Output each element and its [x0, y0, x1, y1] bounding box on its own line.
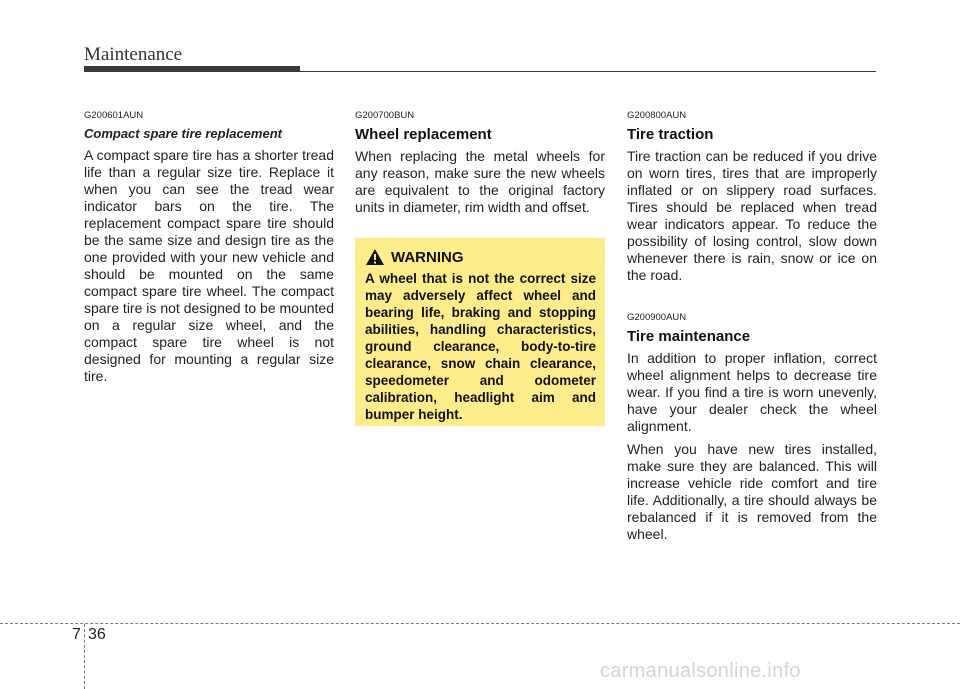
header-rule [300, 71, 876, 72]
paragraph: A compact spare tire has a shorter tread life than a regular size tire. Replace it when you can see the tread wear indicator bars on the tire. The replacement compact spare tire should be the same size and design tire as the one provided with your new vehicle and should be mounted on the same compact spare tire wheel. The compact spare tire is not designed to be mounted on a regular size wheel, and the compact spare tire wheel is not designed for mounting a regular size tire. [84, 147, 334, 384]
header-bar [84, 66, 300, 72]
warning-header [365, 248, 596, 266]
warning-box [355, 238, 605, 426]
column-wheel-replacement [355, 110, 605, 222]
section-heading: Wheel replacement [355, 126, 492, 143]
warning-triangle-icon [365, 248, 385, 266]
paragraph: When replacing the metal wheels for any reason, make sure the new wheels are equivalent to the original factory units in diameter, rim width and offset. [355, 148, 605, 215]
section-heading: Tire maintenance [627, 328, 751, 345]
section-code: G200800AUN [627, 110, 687, 121]
section-heading: Tire traction [627, 126, 714, 143]
page-number: 36 [88, 626, 106, 643]
footer-rule [0, 623, 960, 624]
page-section-title: Maintenance [84, 44, 183, 65]
paragraph: When you have new tires installed, make sure they are balanced. This will increase vehicle ride comfort and tire life. Additionally, a tire should always be rebalanced if it is removed from the wheel. [627, 441, 877, 542]
section-code: G200900AUN [627, 312, 687, 323]
section-code: G200601AUN [84, 110, 144, 121]
watermark: carmanualsonline.info [600, 660, 801, 682]
column-tire-traction [627, 110, 877, 549]
section-code: G200700BUN [355, 110, 415, 121]
footer-divider [84, 624, 85, 689]
section-subheading: Compact spare tire replacement [84, 126, 282, 141]
warning-title: WARNING [391, 248, 464, 266]
paragraph: Tire traction can be reduced if you drive on worn tires, tires that are improperly inflated or on slippery road surfaces. Tires should be replaced when tread wear indicators appear. To reduce the possibility of losing control, slow down whenever there is rain, snow or ice on the road. [627, 148, 877, 283]
paragraph: In addition to proper inflation, correct wheel alignment helps to decrease tire wear. If you find a tire is worn unevenly, have your dealer check the wheel alignment. [627, 350, 877, 434]
column-compact-spare [84, 110, 334, 391]
chapter-number: 7 [72, 626, 81, 643]
warning-text: A wheel that is not the correct size may adversely affect wheel and bearing life, braking and stopping abilities, handling characteristics, ground clearance, body-to-tire clearance, snow chain clearance, speedometer and odometer calibration, headlight aim and bumper height. [365, 271, 596, 422]
